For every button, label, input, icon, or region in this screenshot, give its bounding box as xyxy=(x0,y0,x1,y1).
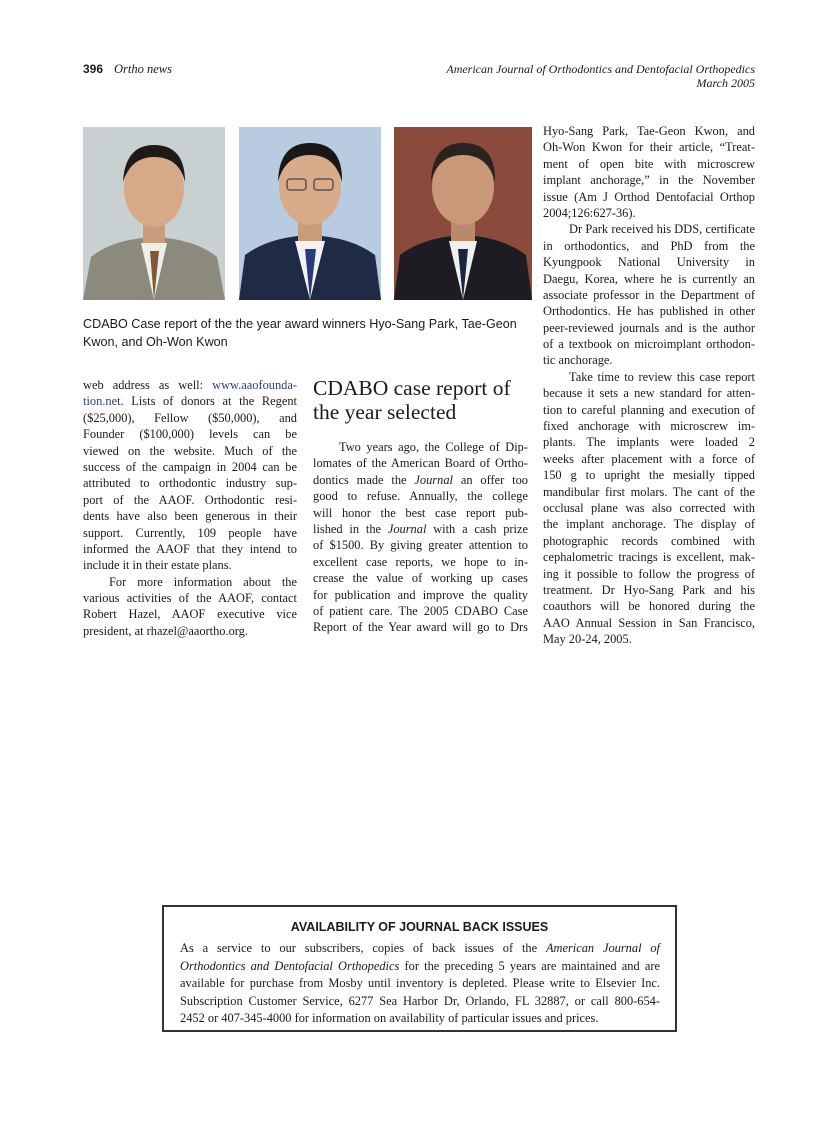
right-column-text xyxy=(543,123,755,648)
text-line: Hyo-Sang Park, Tae-Geon Kwon, and xyxy=(543,124,755,138)
text-line: tion to careful planning and execution of xyxy=(543,402,755,417)
text-line: Orthodontics. He has published in other xyxy=(543,304,755,319)
text-line: ing it possible to follow the progress of xyxy=(543,566,755,581)
paragraph xyxy=(83,377,297,574)
text-line: Oh-Won Kwon for their article, “Treat- xyxy=(543,140,755,155)
text-line: Subscription Customer Service, 6277 Sea Harbor Dr, Orlando, FL 32887, or call 800-654- xyxy=(180,993,660,1008)
text-run: dontics made the xyxy=(313,472,415,487)
text-line: 150 g to upright the mesially tipped xyxy=(543,468,755,483)
text-run: with a cash prize xyxy=(426,521,528,536)
portrait-photo-hyo-sang-park xyxy=(83,127,225,300)
portrait-photo-tae-geon-kwon xyxy=(239,127,381,300)
text-line: because it sets a new standard for atten- xyxy=(543,386,755,401)
article-heading-line: CDABO case report of xyxy=(313,376,511,400)
text-line: associate professor in the Department of xyxy=(543,287,755,302)
text-line: For more information about the xyxy=(109,574,297,589)
text-line xyxy=(83,393,297,409)
text-line: weeks after placement with a force of xyxy=(543,451,755,466)
italic-text: American Journal of xyxy=(545,941,661,955)
text-line: fixed anchorage with microscrew im- xyxy=(543,419,755,434)
text-line: Robert Hazel, AAOF executive vice xyxy=(83,607,297,622)
text-line: occlusal plane was also corrected with xyxy=(543,500,755,515)
journal-title: American Journal of Orthodontics and Dentofacial Orthopedics xyxy=(446,62,755,76)
text-line: Dr Park received his DDS, certificate xyxy=(569,222,755,237)
text-line: crease the value of working up cases xyxy=(313,571,528,586)
section-name: Ortho news xyxy=(114,62,172,76)
italic-text: Journal xyxy=(387,521,427,536)
paragraph xyxy=(543,221,755,369)
text-run: web address as well: xyxy=(83,378,213,392)
text-line: photographic records combined with xyxy=(543,533,755,548)
text-line xyxy=(180,940,660,958)
text-line: success of the campaign in 2004 can be xyxy=(83,459,297,474)
web-link[interactable]: www.aaofounda- xyxy=(212,378,297,392)
paragraph xyxy=(313,439,528,636)
text-line xyxy=(83,377,297,393)
italic-text: Orthodontics and Dentofacial Orthopedics xyxy=(180,958,400,973)
text-line: available for purchase from Mosby until inventory is depleted. Please write to Elsevier Inc. xyxy=(180,976,660,991)
text-line: ($25,000), Fellow ($50,000), and xyxy=(83,410,297,425)
paragraph xyxy=(543,123,755,221)
text-line: treatment. Dr Hyo-Sang Park and his xyxy=(543,582,755,597)
notice-body xyxy=(180,940,660,1028)
text-line: tic anchorage. xyxy=(543,353,613,368)
text-line: cephalometric tracings is excellent, mak- xyxy=(543,550,755,565)
text-line: issue (Am J Orthod Dentofacial Orthop xyxy=(543,189,755,204)
text-line xyxy=(313,521,528,537)
text-line: dents have also been generous in their xyxy=(83,509,297,524)
notice-title: AVAILABILITY OF JOURNAL BACK ISSUES xyxy=(290,920,549,934)
text-line: Two years ago, the College of Dip- xyxy=(339,440,528,454)
article-heading-line: the year selected xyxy=(313,400,457,424)
text-line: port of the AAOF. Orthodontic resi- xyxy=(83,492,297,507)
paragraph xyxy=(543,369,755,648)
text-line: AAO Annual Session in San Francisco, xyxy=(543,615,755,630)
text-line: of $1500. By giving greater attention to xyxy=(313,538,528,553)
italic-text: Journal xyxy=(414,472,453,487)
text-line: 2452 or 407-345-4000 for information on availability of particular issues and prices. xyxy=(180,1011,599,1026)
text-line: good to refuse. Annually, the college xyxy=(313,489,528,504)
text-line: president, at rhazel@aaortho.org. xyxy=(83,623,248,638)
text-line: support. Currently, 109 people have xyxy=(83,525,297,540)
text-run: lished in the xyxy=(313,521,388,536)
photo-caption: CDABO Case report of the the year award winners Hyo-Sang Park, Tae-Geon Kwon, and Oh-Won Kwon xyxy=(83,317,517,349)
text-run: As a service to our subscribers, copies of back issues of the xyxy=(180,941,546,955)
text-line: include it in their estate plans. xyxy=(83,558,232,573)
text-line: 2004;126:627-36). xyxy=(543,205,636,220)
middle-column-text xyxy=(313,439,528,636)
page-number: 396 xyxy=(83,62,104,76)
text-run: an offer too xyxy=(452,472,528,487)
text-line: ment of open bite with microscrew xyxy=(543,156,755,171)
text-line: of patient care. The 2005 CDABO Case xyxy=(313,603,528,618)
text-run: for the preceding 5 years are maintained and are xyxy=(399,958,660,973)
text-line: for publication and improve the quality xyxy=(313,587,528,602)
text-line: mandibular first molars. The cant of the xyxy=(543,484,755,499)
text-line: various activities of the AAOF, contact xyxy=(83,591,297,606)
text-line: Take time to review this case report xyxy=(569,369,755,384)
text-line: informed the AAOF that they intend to xyxy=(83,541,297,556)
running-header xyxy=(446,62,755,90)
text-line: implant anchorage,” in the November xyxy=(543,173,755,188)
text-line: May 20-24, 2005. xyxy=(543,632,632,647)
text-line: the implant anchorage. The display of xyxy=(543,517,755,532)
text-line: viewed on the website. Much of the xyxy=(83,443,297,458)
web-link[interactable]: tion.net xyxy=(83,394,121,409)
text-line: Daegu, Korea, where he is currently an xyxy=(543,271,755,286)
text-line: plants. The implants were loaded 2 xyxy=(543,435,755,450)
issue-date: March 2005 xyxy=(696,76,755,90)
text-line: Report of the Year award will go to Drs xyxy=(313,620,528,635)
text-run: . Lists of donors at the Regent xyxy=(120,394,297,409)
text-line: Kyungpook National University in xyxy=(543,255,755,270)
article-heading xyxy=(313,376,533,424)
text-line: Founder ($100,000) levels can be xyxy=(83,427,297,442)
text-line: coauthors will be honored during the xyxy=(543,599,755,614)
text-line: excellent case reports, we hope to in- xyxy=(313,554,528,569)
text-line: peer-reviewed journals and is the author xyxy=(543,320,755,335)
text-line: in orthodontics, and PhD from the xyxy=(543,238,755,253)
text-line xyxy=(180,958,660,976)
text-line xyxy=(313,472,528,488)
left-column-text xyxy=(83,377,297,639)
text-line: attributed to orthodontic industry sup- xyxy=(83,476,297,491)
text-line: will honor the best case report pub- xyxy=(313,505,528,520)
text-line: lomates of the American Board of Ortho- xyxy=(313,456,528,471)
portrait-photo-oh-won-kwon xyxy=(394,127,532,300)
back-issues-notice-box xyxy=(162,905,677,1032)
paragraph xyxy=(83,574,297,640)
text-line: of a textbook on microimplant orthodon- xyxy=(543,337,755,352)
